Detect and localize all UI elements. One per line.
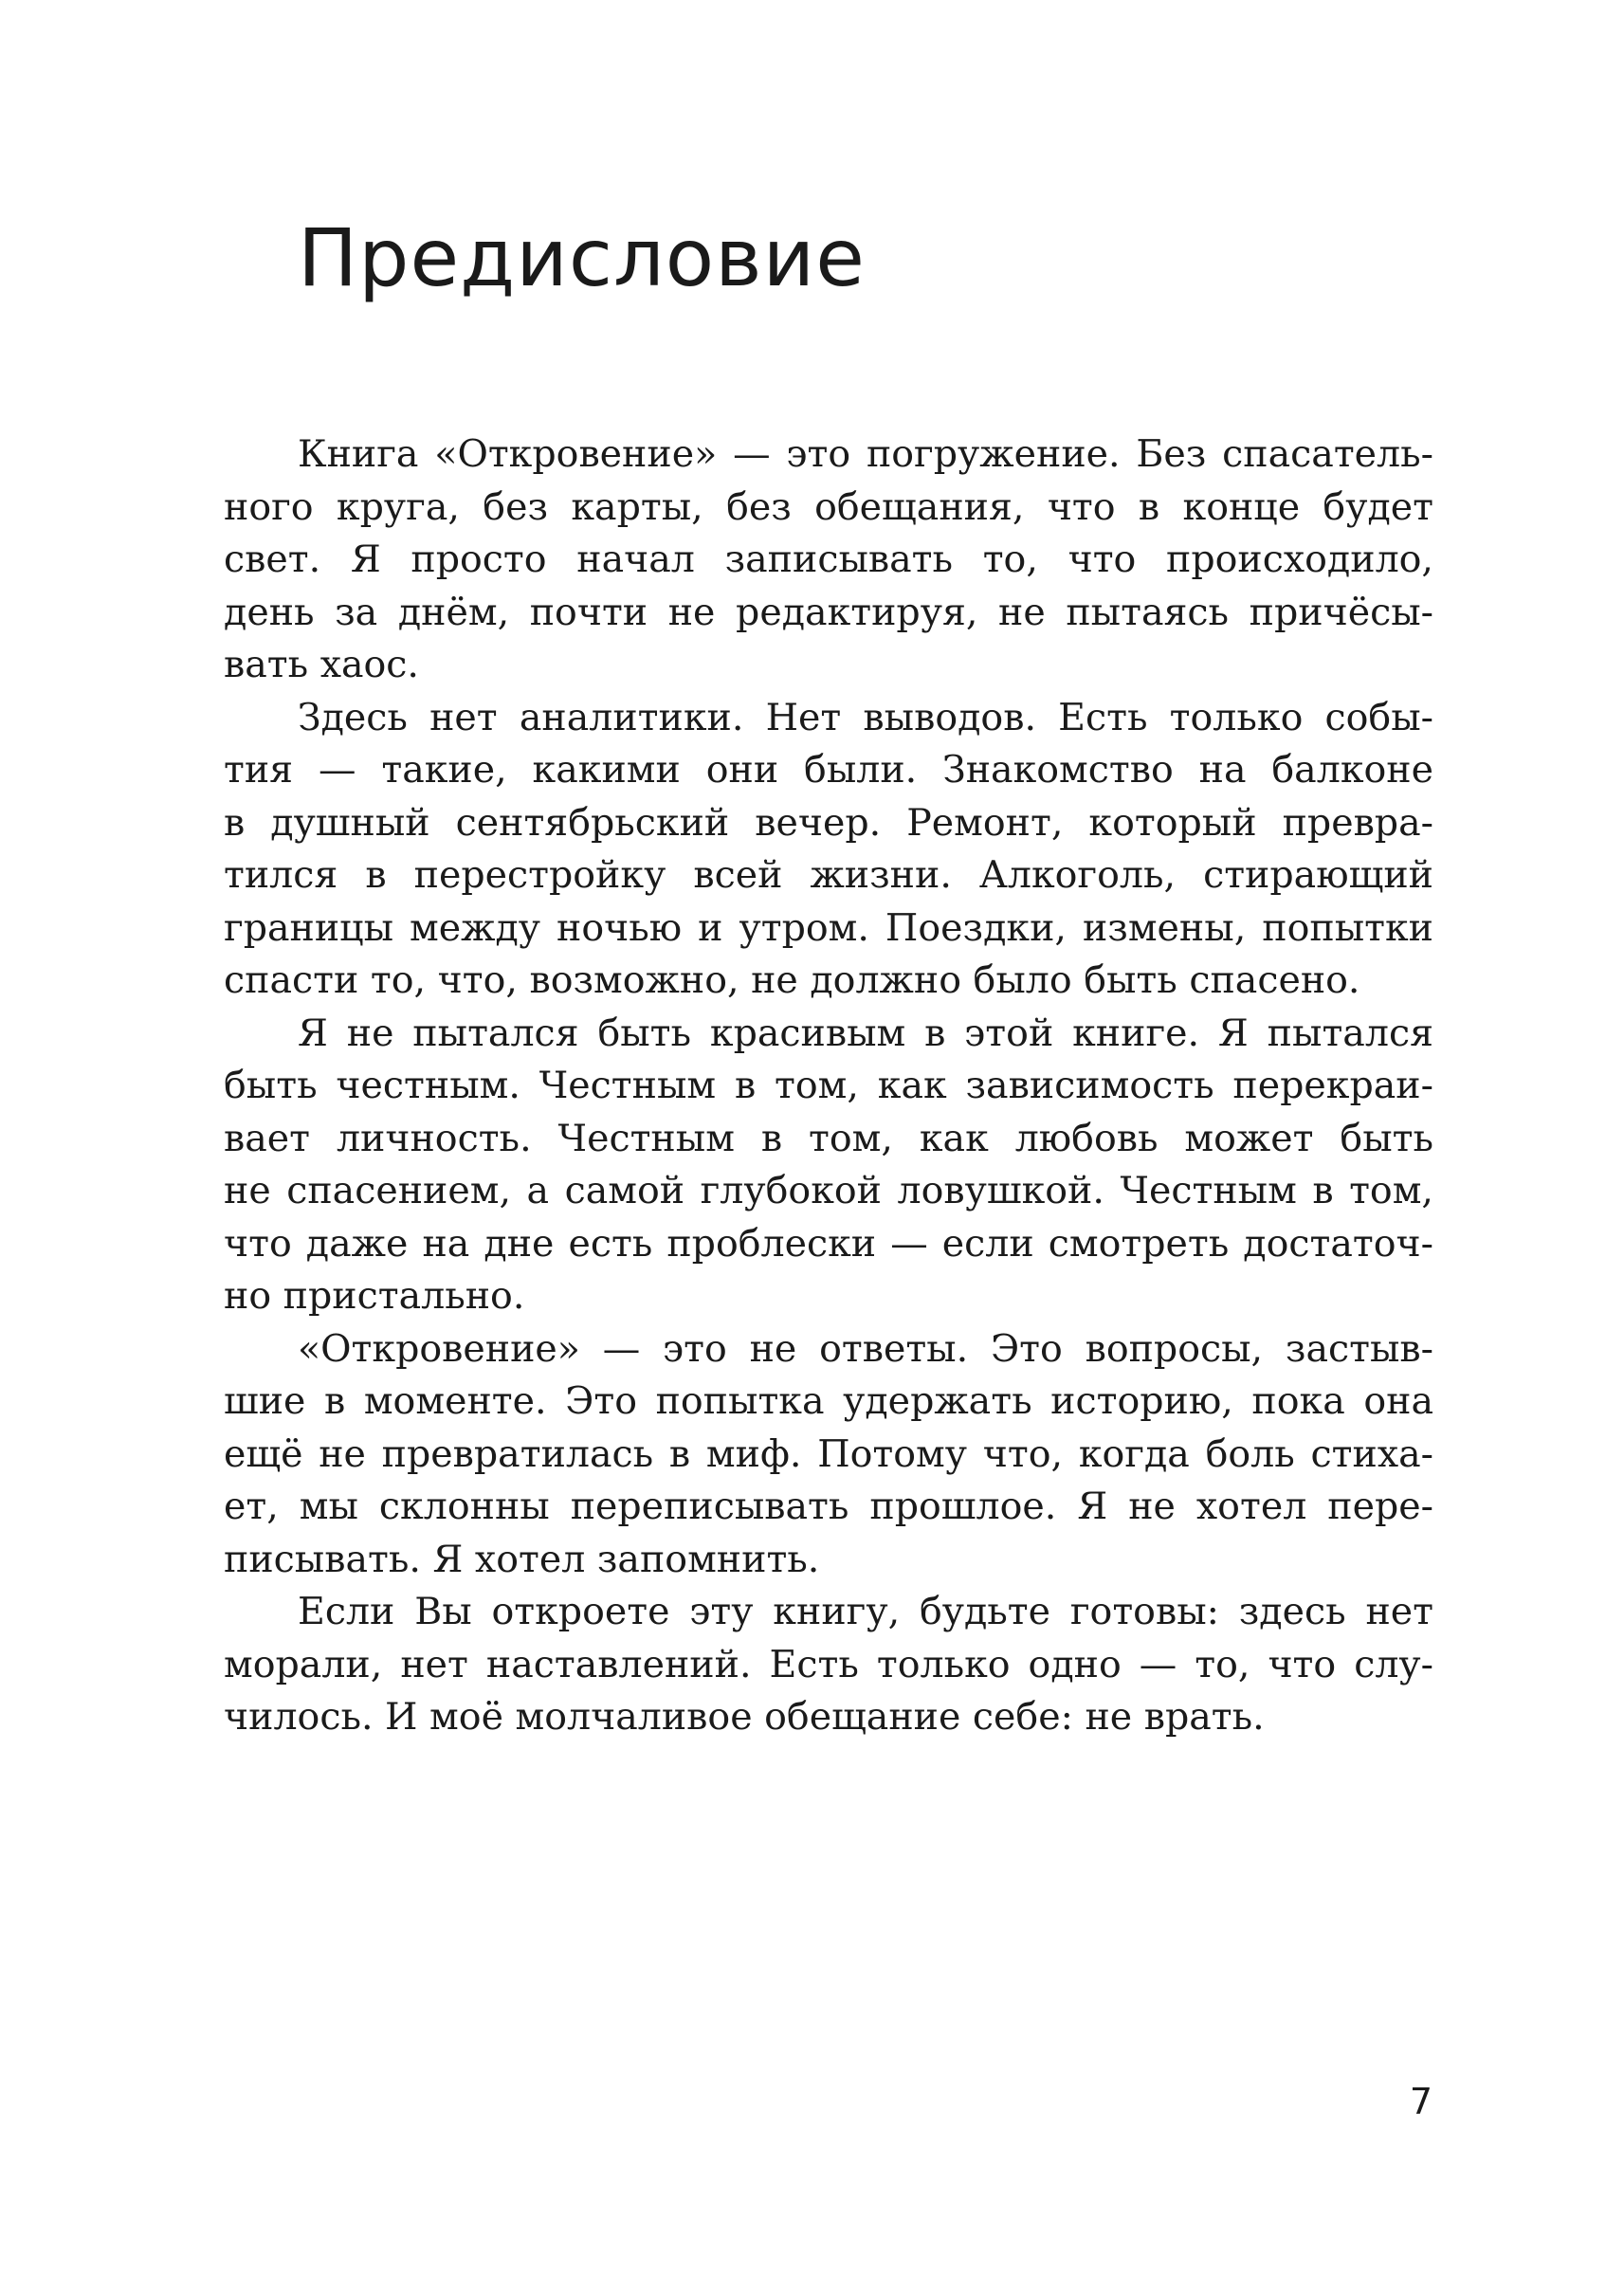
- page-number: 7: [1409, 2081, 1432, 2123]
- text-line: ного круга, без карты, без обещания, что в конце будет: [224, 484, 1433, 529]
- text-line: в душный сентябрьский вечер. Ремонт, который превра-: [224, 800, 1433, 845]
- text-line: ещё не превратилась в миф. Потому что, когда боль стиха-: [224, 1431, 1433, 1476]
- text-line: морали, нет наставлений. Есть только одно — то, что слу-: [224, 1642, 1433, 1686]
- text-line: чилось. И моё молчаливое обещание себе: не врать.: [224, 1695, 1265, 1739]
- text-line: вает личность. Честным в том, как любовь может быть: [224, 1116, 1433, 1160]
- text-line: писывать. Я хотел запомнить.: [224, 1537, 820, 1581]
- text-line: Если Вы откроете эту книгу, будьте готовы: здесь нет: [298, 1590, 1433, 1633]
- text-line: Книга «Откровение» — это погружение. Без спасатель-: [298, 432, 1433, 476]
- text-line: вать хаос.: [224, 643, 419, 686]
- text-line: тился в перестройку всей жизни. Алкоголь, стирающий: [224, 853, 1433, 897]
- text-line: Здесь нет аналитики. Нет выводов. Есть только собы-: [298, 695, 1433, 739]
- text-line: Я не пытался быть красивым в этой книге. Я пытался: [298, 1011, 1433, 1055]
- text-line: спасти то, что, возможно, не должно было быть спасено.: [224, 958, 1360, 1002]
- text-line: свет. Я просто начал записывать то, что происходило,: [224, 538, 1433, 581]
- text-line: не спасением, а самой глубокой ловушкой. Честным в том,: [224, 1169, 1433, 1212]
- text-line: но пристально.: [224, 1274, 525, 1318]
- text-line: тия — такие, какими они были. Знакомство на балконе: [224, 748, 1433, 792]
- text-line: день за днём, почти не редактируя, не пытаясь причёсы-: [224, 590, 1433, 634]
- body-text: [224, 428, 1433, 1744]
- text-line: шие в моменте. Это попытка удержать историю, пока она: [224, 1379, 1433, 1423]
- text-line: ет, мы склонны переписывать прошлое. Я не хотел пере-: [224, 1485, 1433, 1528]
- text-line: что даже на дне есть проблески — если смотреть достаточ-: [224, 1221, 1433, 1266]
- text-line: границы между ночью и утром. Поездки, измены, попытки: [224, 905, 1433, 950]
- chapter-title: Предисловие: [298, 211, 866, 304]
- text-line: быть честным. Честным в том, как зависимость перекраи-: [224, 1064, 1433, 1107]
- text-line: «Откровение» — это не ответы. Это вопросы, застыв-: [298, 1326, 1433, 1371]
